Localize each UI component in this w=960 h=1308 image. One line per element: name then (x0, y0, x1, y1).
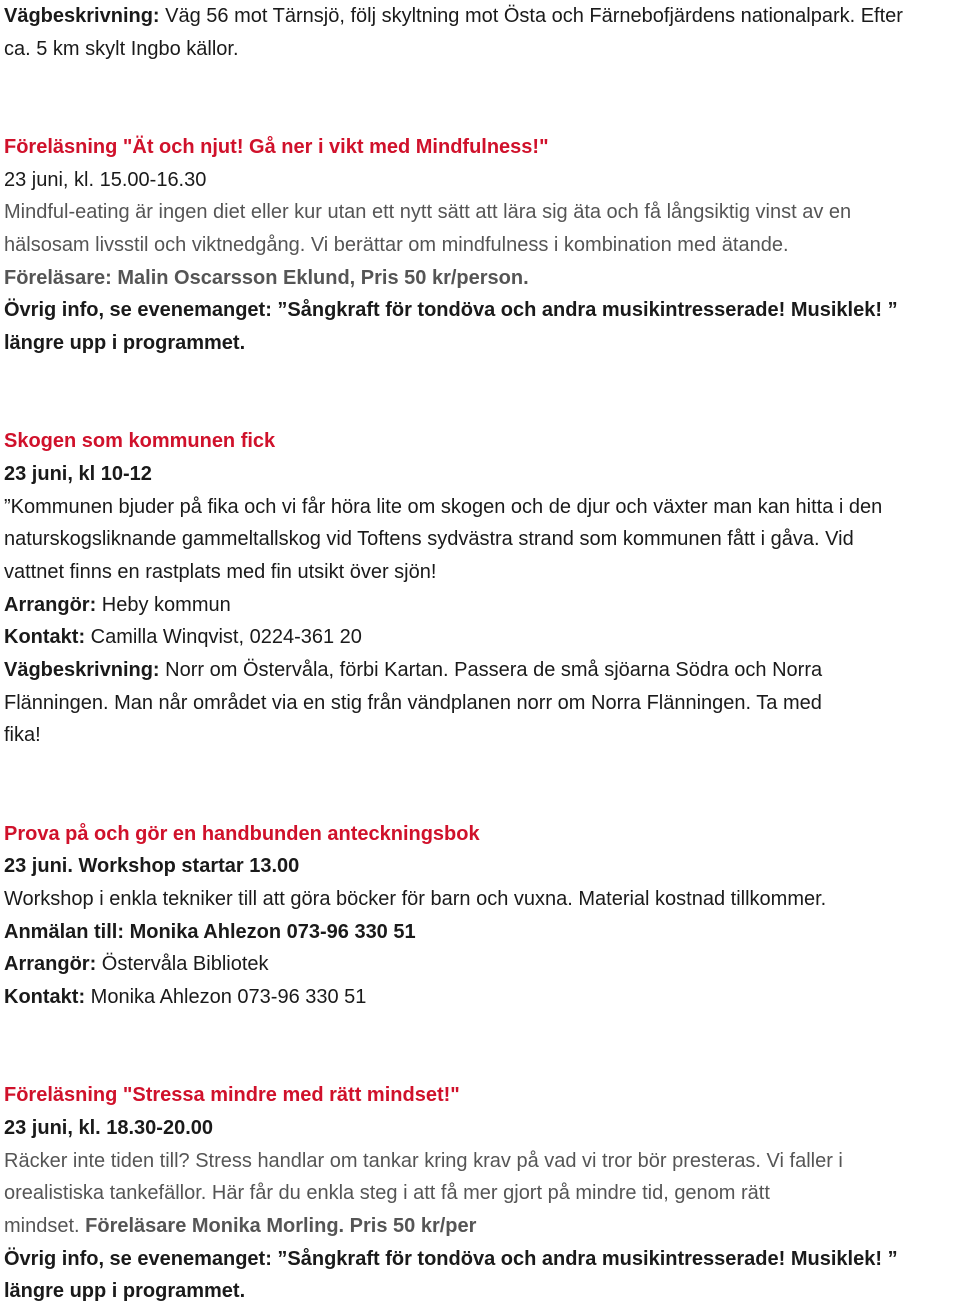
event-title: Föreläsning "Ät och njut! Gå ner i vikt med Mindfulness!" (4, 135, 549, 158)
event-info-2: längre upp i programmet. (4, 1280, 246, 1303)
organizer-label: Arrangör: (4, 593, 97, 616)
event-route-2: Flänningen. Man når området via en stig från vändplanen norr om Norra Flänningen. Ta med (4, 691, 822, 714)
event-description-3a: mindset. (4, 1214, 86, 1237)
event-description-2: orealistiska tankefällor. Här får du enkla steg i att få mer gjort på mindre tid, genom rätt (4, 1182, 770, 1205)
intro-route-line (4, 0, 958, 33)
event-organizer (4, 948, 958, 981)
contact-label: Kontakt: (4, 626, 86, 649)
event-description-1: Mindful-eating är ingen diet eller kur utan ett nytt sätt att lära sig äta och få långsiktig vinst av en (4, 201, 852, 224)
route-label: Vägbeskrivning: (4, 659, 160, 682)
event-info-1: Övrig info, se evenemanget: ”Sångkraft för tondöva och andra musikintresserade! Musiklek! ” (4, 1247, 898, 1270)
contact-label: Kontakt: (4, 986, 86, 1009)
event-contact (4, 621, 958, 654)
contact-value: Camilla Winqvist, 0224-361 20 (85, 626, 362, 649)
event-date: 23 juni, kl. 15.00-16.30 (4, 168, 207, 191)
intro-route-line-2: ca. 5 km skylt Ingbo källor. (4, 37, 239, 60)
event-date: 23 juni. Workshop startar 13.00 (4, 855, 300, 878)
event-description-2a: hälsosam livsstil och viktnedgång. (4, 233, 311, 256)
organizer-value: Östervåla Bibliotek (96, 953, 269, 976)
organizer-label: Arrangör: (4, 953, 97, 976)
event-signup: Anmälan till: Monika Ahlezon 073-96 330 51 (4, 920, 416, 943)
route-value: Norr om Östervåla, förbi Kartan. Passera de små sjöarna Södra och Norra (159, 659, 823, 682)
event-title: Prova på och gör en handbunden anteckningsbok (4, 822, 480, 845)
event-date: 23 juni, kl 10-12 (4, 462, 152, 485)
event-anteckningsbok (4, 818, 958, 1014)
event-description-1: ”Kommunen bjuder på fika och vi får höra lite om skogen och de djur och växter man kan hitta i den (4, 495, 883, 518)
event-mindful-eating (4, 131, 958, 360)
intro-section (4, 0, 958, 65)
event-info-1: Övrig info, se evenemanget: ”Sångkraft för tondöva och andra musikintresserade! Musiklek! ” (4, 299, 898, 322)
route-text: Väg 56 mot Tärnsjö, följ skyltning mot Östa och Färnebofjärdens nationalpark. Efter (159, 5, 903, 27)
event-info-2: längre upp i programmet. (4, 332, 246, 355)
event-title: Skogen som kommunen fick (4, 430, 276, 453)
event-description-1: Räcker inte tiden till? Stress handlar om tankar kring krav på vad vi tror bör presteras. Vi faller i (4, 1149, 843, 1172)
event-lecturer: Föreläsare: Malin Oscarsson Eklund, Pris 50 kr/person. (4, 266, 529, 289)
event-route-3: fika! (4, 724, 41, 747)
event-description-2 (4, 229, 958, 262)
event-description-3: vattnet finns en rastplats med fin utsikt över sjön! (4, 560, 437, 583)
event-route-1 (4, 654, 958, 687)
event-contact (4, 981, 958, 1014)
event-stressa-mindre (4, 1079, 958, 1308)
route-label: Vägbeskrivning: (4, 5, 160, 27)
event-skogen (4, 425, 958, 752)
event-lecturer: Föreläsare Monika Morling. Pris 50 kr/per (85, 1214, 477, 1237)
event-description-2b: Vi berättar om mindfulness i kombination med ätande. (310, 233, 789, 256)
organizer-value: Heby kommun (96, 593, 231, 616)
event-date: 23 juni, kl. 18.30-20.00 (4, 1116, 214, 1139)
event-title: Föreläsning "Stressa mindre med rätt mindset!" (4, 1084, 460, 1107)
event-description: Workshop i enkla tekniker till att göra böcker för barn och vuxna. Material kostnad tillkommer. (4, 887, 827, 910)
document-page (4, 0, 958, 1308)
event-description-2: naturskogsliknande gammeltallskog vid Toftens sydvästra strand som kommunen fått i gåva. Vid (4, 528, 854, 551)
event-description-3 (4, 1210, 958, 1243)
contact-value: Monika Ahlezon 073-96 330 51 (85, 986, 367, 1009)
event-organizer (4, 589, 958, 622)
